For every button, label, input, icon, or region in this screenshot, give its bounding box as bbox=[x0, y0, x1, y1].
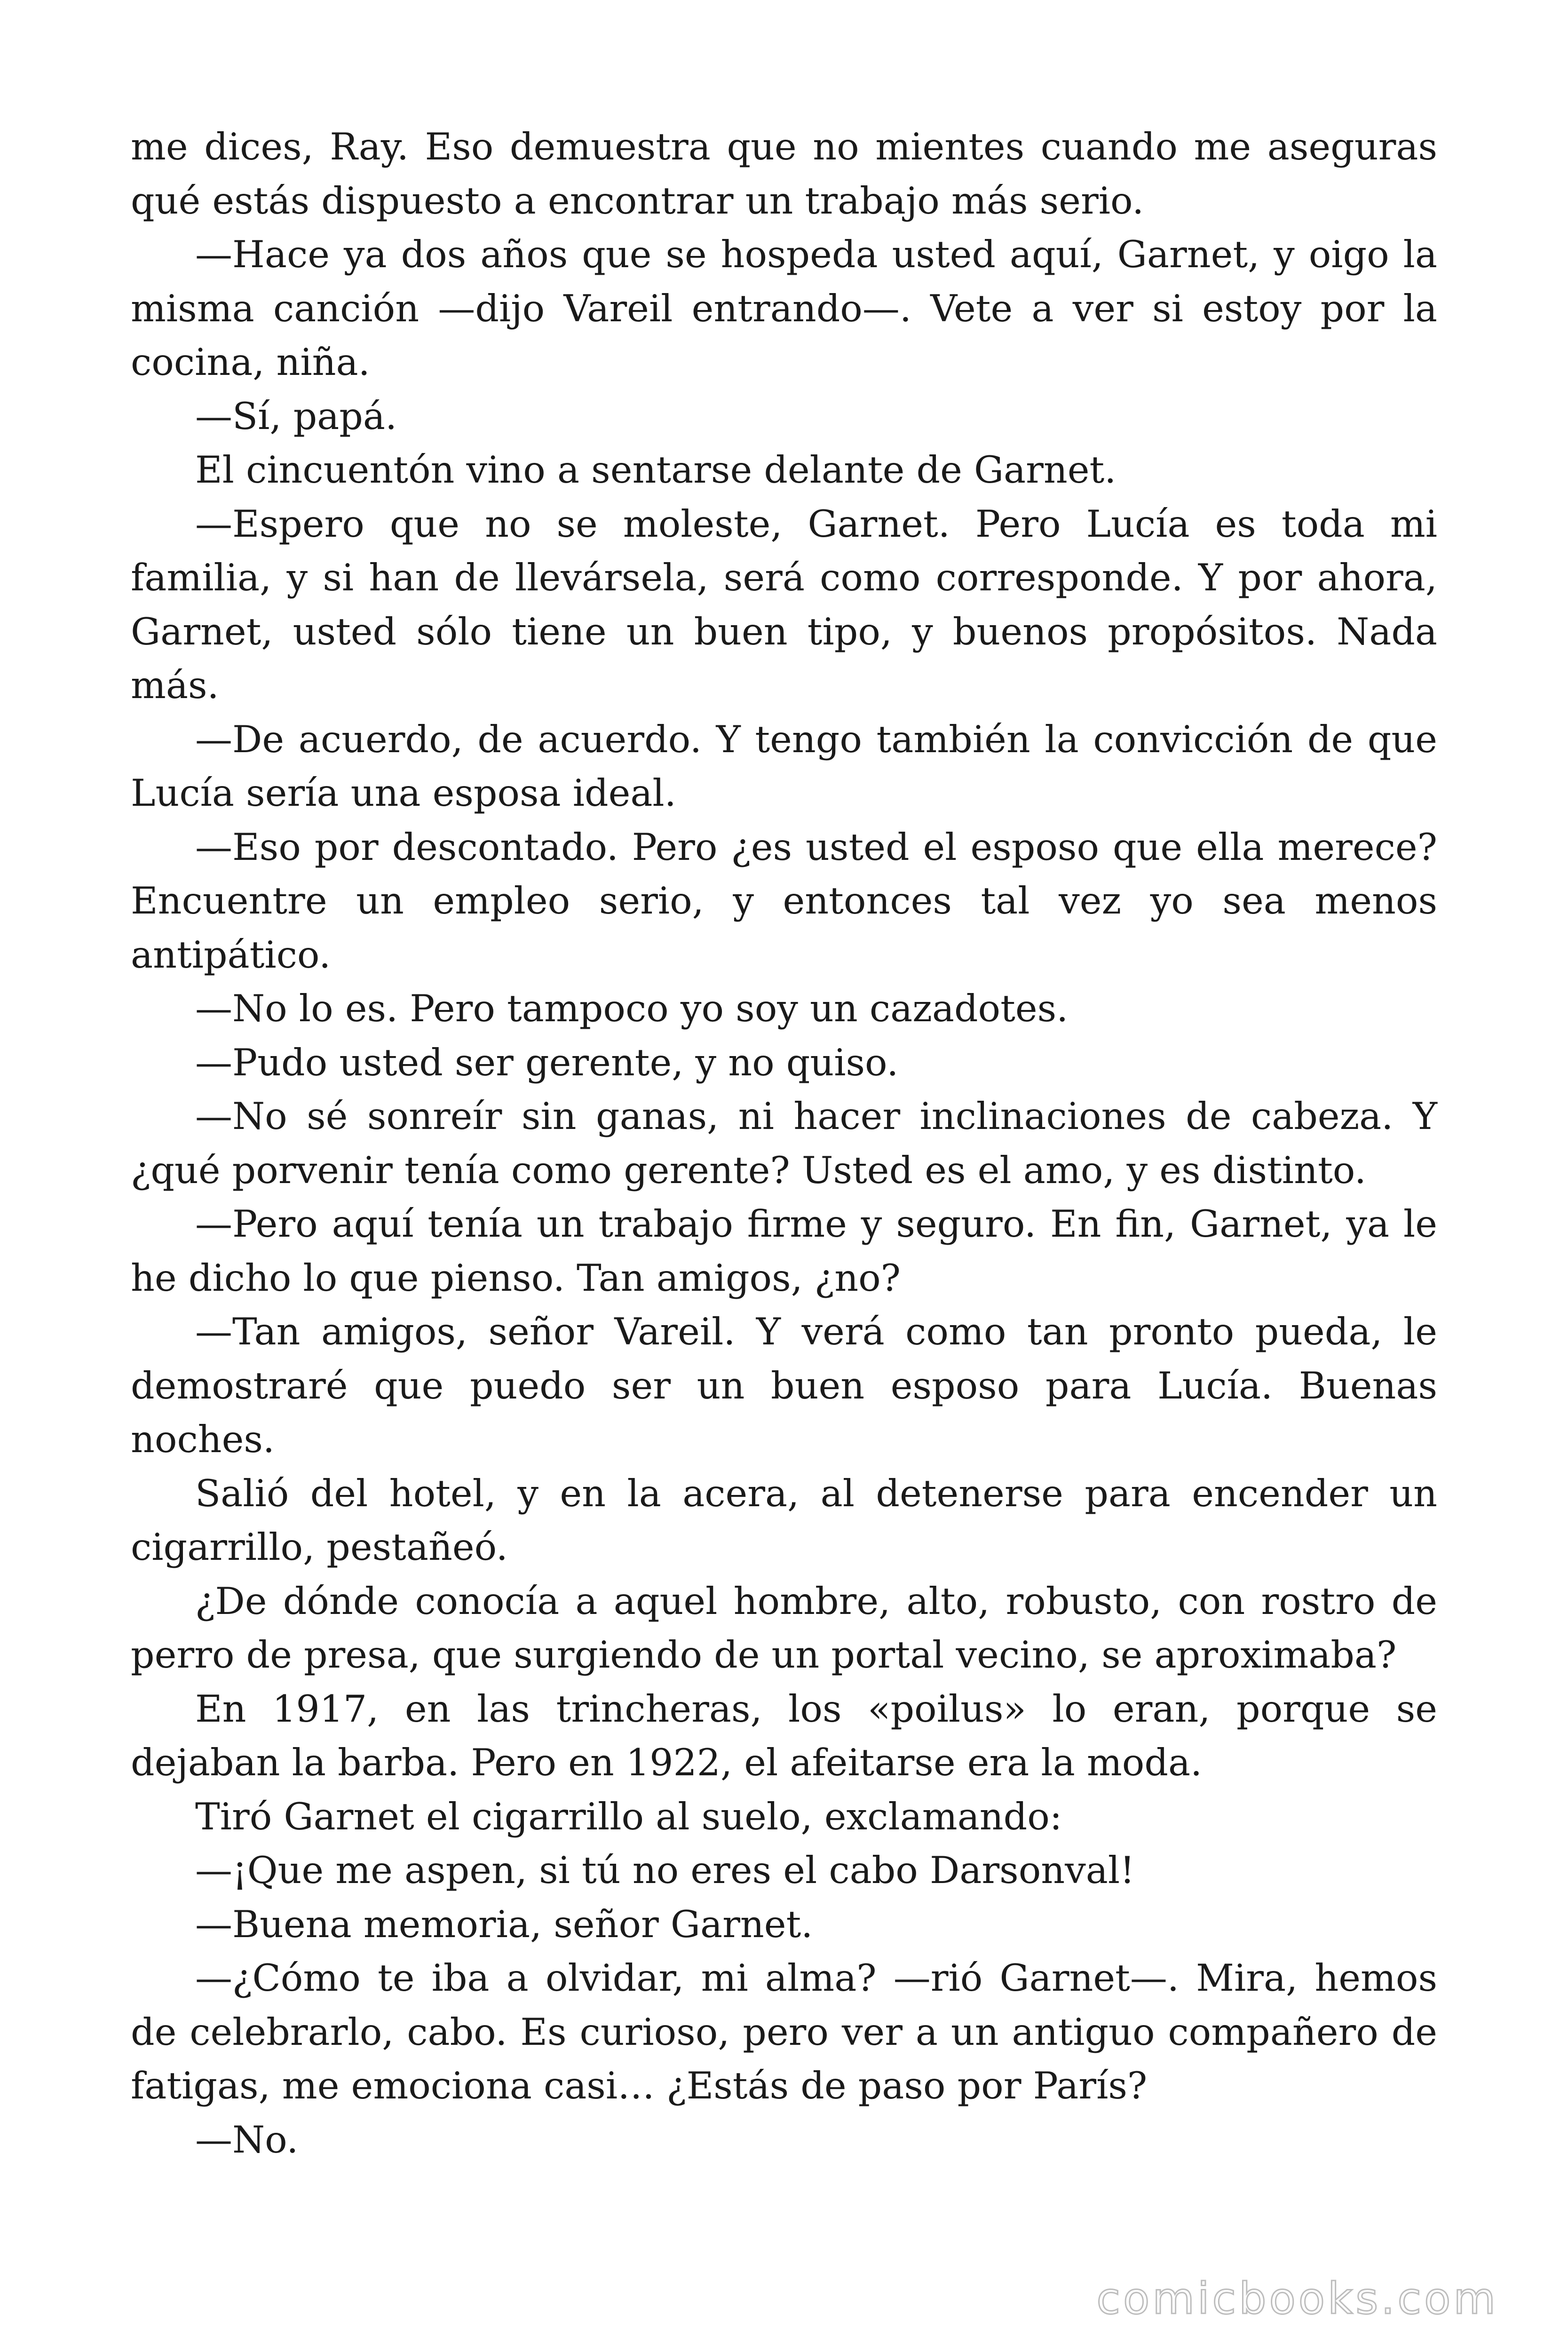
watermark: comicbooks.com bbox=[1096, 2273, 1498, 2324]
paragraph: —Espero que no se moleste, Garnet. Pero Lucía es toda mi familia, y si han de llevársela, será como corresponde. Y por ahora, Garnet, usted sólo tiene un buen tipo, y buenos propósitos. Nada más. bbox=[131, 502, 1437, 707]
page-body bbox=[131, 120, 1437, 2167]
paragraph: Salió del hotel, y en la acera, al detenerse para encender un cigarrillo, pestañeó. bbox=[131, 1471, 1437, 1569]
paragraph: —Pudo usted ser gerente, y no quiso. bbox=[195, 1041, 899, 1084]
paragraph: —No sé sonreír sin ganas, ni hacer inclinaciones de cabeza. Y ¿qué porvenir tenía como gerente? Usted es el amo, y es distinto. bbox=[131, 1095, 1437, 1192]
paragraph: —Tan amigos, señor Vareil. Y verá como tan pronto pueda, le demostraré que puedo ser un buen esposo para Lucía. Buenas noches. bbox=[131, 1310, 1437, 1461]
paragraph: ¿De dónde conocía a aquel hombre, alto, robusto, con rostro de perro de presa, que surgiendo de un portal vecino, se aproximaba? bbox=[131, 1579, 1437, 1677]
paragraph: —Eso por descontado. Pero ¿es usted el esposo que ella merece? Encuentre un empleo serio, y entonces tal vez yo sea menos antipático. bbox=[131, 825, 1437, 977]
paragraph: —Pero aquí tenía un trabajo firme y seguro. En fin, Garnet, ya le he dicho lo que pienso. Tan amigos, ¿no? bbox=[131, 1202, 1437, 1300]
paragraph: —No lo es. Pero tampoco yo soy un cazadotes. bbox=[195, 987, 1069, 1030]
paragraph: —¡Que me aspen, si tú no eres el cabo Darsonval! bbox=[195, 1849, 1135, 1892]
paragraph: —No. bbox=[195, 2118, 299, 2161]
paragraph: —Buena memoria, señor Garnet. bbox=[195, 1902, 813, 1946]
paragraph: El cincuentón vino a sentarse delante de Garnet. bbox=[195, 448, 1117, 492]
paragraph: —De acuerdo, de acuerdo. Y tengo también la convicción de que Lucía sería una esposa ideal. bbox=[131, 717, 1437, 815]
paragraph: —¿Cómo te iba a olvidar, mi alma? —rió Garnet—. Mira, hemos de celebrarlo, cabo. Es curioso, pero ver a un antiguo compañero de fatigas, me emociona casi… ¿Estás de paso por París? bbox=[131, 1956, 1437, 2107]
paragraph: me dices, Ray. Eso demuestra que no mientes cuando me aseguras qué estás dispuesto a encontrar un trabajo más serio. bbox=[131, 125, 1437, 222]
paragraph: —Hace ya dos años que se hospeda usted aquí, Garnet, y oigo la misma canción —dijo Vareil entrando—. Vete a ver si estoy por la cocina, niña. bbox=[131, 233, 1437, 384]
paragraph: En 1917, en las trincheras, los «poilus» lo eran, porque se dejaban la barba. Pero en 1922, el afeitarse era la moda. bbox=[131, 1687, 1437, 1784]
paragraph: Tiró Garnet el cigarrillo al suelo, exclamando: bbox=[195, 1795, 1062, 1838]
paragraph: —Sí, papá. bbox=[195, 394, 397, 438]
